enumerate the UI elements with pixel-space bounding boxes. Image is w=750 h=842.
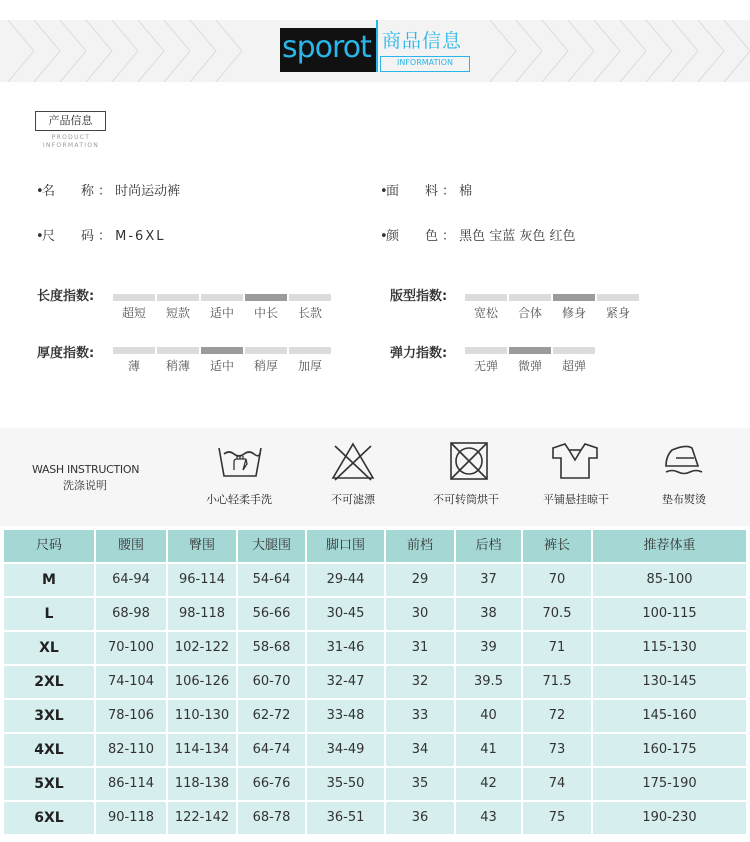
- banner: [0, 20, 750, 82]
- line-dry-icon: [551, 440, 599, 482]
- bullet: •: [36, 229, 44, 244]
- table-cell: 86-114: [96, 768, 166, 800]
- scale-segment-fit-0: [465, 294, 507, 301]
- attr-name-key: 名 称: [42, 184, 95, 199]
- table-cell: 90-118: [96, 802, 166, 834]
- table-cell: 32-47: [307, 666, 384, 698]
- attr-color: [380, 228, 576, 246]
- banner-title-en: INFORMATION: [396, 58, 454, 67]
- table-header-cell: 尺码: [4, 530, 94, 562]
- wash-label-line-dry: 平铺悬挂晾干: [543, 493, 609, 506]
- attr-size: [36, 228, 165, 246]
- table-cell: XL: [4, 632, 94, 664]
- table-row: [4, 632, 748, 664]
- table-cell: 37: [456, 564, 521, 596]
- table-cell: L: [4, 598, 94, 630]
- table-cell: M: [4, 564, 94, 596]
- table-cell: 33: [386, 700, 454, 732]
- product-info-heading-en: [34, 134, 108, 150]
- table-cell: 74-104: [96, 666, 166, 698]
- product-info-heading-en-line1: PRODUCT: [51, 134, 91, 141]
- table-cell: 32: [386, 666, 454, 698]
- table-header-cell: 大腿围: [238, 530, 305, 562]
- table-row: [4, 734, 748, 766]
- thickness-index-label: 厚度指数:: [37, 346, 95, 361]
- table-cell: 38: [456, 598, 521, 630]
- scale-option-thickness-1: 稍薄: [165, 359, 190, 373]
- table-header-cell: 臀围: [168, 530, 236, 562]
- scale-option-thickness-3: 稍厚: [253, 359, 278, 373]
- scale-option-fit-2: 修身: [561, 306, 586, 320]
- table-row: [4, 666, 748, 698]
- scale-option-length-1: 短款: [165, 306, 190, 320]
- attr-name-value: 时尚运动裤: [115, 184, 181, 199]
- table-cell: 75: [523, 802, 591, 834]
- table-cell: 78-106: [96, 700, 166, 732]
- table-row: [4, 802, 748, 834]
- scale-option-fit-0: 宽松: [473, 306, 498, 320]
- scale-segment-fit-3: [597, 294, 639, 301]
- table-row: [4, 700, 748, 732]
- table-cell: 4XL: [4, 734, 94, 766]
- scale-option-elasticity-2: 超弹: [561, 359, 586, 373]
- table-cell: 115-130: [593, 632, 746, 664]
- scale-option-thickness-4: 加厚: [297, 359, 322, 373]
- table-cell: 130-145: [593, 666, 746, 698]
- hand-wash-icon: [216, 440, 264, 482]
- table-cell: 3XL: [4, 700, 94, 732]
- table-cell: 98-118: [168, 598, 236, 630]
- table-cell: 42: [456, 768, 521, 800]
- wash-label-hand-wash: 小心轻柔手洗: [206, 493, 272, 506]
- table-row: [4, 564, 748, 596]
- table-cell: 36: [386, 802, 454, 834]
- scale-segment-length-0: [113, 294, 155, 301]
- table-cell: 29: [386, 564, 454, 596]
- wash-title-en: WASH INSTRUCTION: [32, 463, 140, 476]
- table-cell: 70.5: [523, 598, 591, 630]
- length-index-scale: [113, 294, 333, 326]
- scale-segment-elasticity-2: [553, 347, 595, 354]
- table-header-row: [4, 530, 748, 562]
- scale-segment-fit-2: [553, 294, 595, 301]
- scale-segment-thickness-2: [201, 347, 243, 354]
- product-info-heading: 产品信息: [35, 111, 106, 131]
- table-header-cell: 后档: [456, 530, 521, 562]
- table-cell: 36-51: [307, 802, 384, 834]
- scale-option-thickness-2: 适中: [209, 359, 234, 373]
- length-index-label: 长度指数:: [37, 289, 95, 304]
- wash-label-no-tumble-dry: 不可转筒烘干: [433, 493, 499, 506]
- table-row: [4, 598, 748, 630]
- table-cell: 54-64: [238, 564, 305, 596]
- scale-segment-length-1: [157, 294, 199, 301]
- table-cell: 40: [456, 700, 521, 732]
- table-header-cell: 腰围: [96, 530, 166, 562]
- fit-index-label: 版型指数:: [390, 289, 448, 304]
- table-cell: 2XL: [4, 666, 94, 698]
- separator: ：: [98, 229, 116, 244]
- table-cell: 64-74: [238, 734, 305, 766]
- table-cell: 71.5: [523, 666, 591, 698]
- table-cell: 43: [456, 802, 521, 834]
- brand-logo: sporot: [282, 30, 371, 65]
- scale-segment-thickness-1: [157, 347, 199, 354]
- table-cell: 72: [523, 700, 591, 732]
- table-cell: 68-98: [96, 598, 166, 630]
- table-cell: 34: [386, 734, 454, 766]
- table-cell: 102-122: [168, 632, 236, 664]
- table-cell: 31: [386, 632, 454, 664]
- scale-option-elasticity-1: 微弹: [517, 359, 542, 373]
- table-cell: 29-44: [307, 564, 384, 596]
- table-cell: 145-160: [593, 700, 746, 732]
- scale-option-length-4: 长款: [297, 306, 322, 320]
- table-cell: 31-46: [307, 632, 384, 664]
- table-cell: 85-100: [593, 564, 746, 596]
- scale-segment-length-2: [201, 294, 243, 301]
- table-row: [4, 768, 748, 800]
- scale-option-length-3: 中长: [253, 306, 278, 320]
- scale-segment-thickness-0: [113, 347, 155, 354]
- separator: ：: [442, 229, 460, 244]
- product-info-heading-en-line2: INFORMATION: [42, 142, 100, 149]
- elasticity-index-scale: [465, 347, 596, 379]
- scale-option-fit-3: 紧身: [605, 306, 630, 320]
- separator: ：: [442, 184, 460, 199]
- fit-index-scale: [465, 294, 639, 326]
- table-cell: 33-48: [307, 700, 384, 732]
- table-cell: 39: [456, 632, 521, 664]
- table-cell: 35: [386, 768, 454, 800]
- table-cell: 96-114: [168, 564, 236, 596]
- table-cell: 62-72: [238, 700, 305, 732]
- scale-option-fit-1: 合体: [517, 306, 542, 320]
- table-header-cell: 推荐体重: [593, 530, 746, 562]
- scale-segment-length-3: [245, 294, 287, 301]
- table-cell: 34-49: [307, 734, 384, 766]
- table-cell: 73: [523, 734, 591, 766]
- table-header-cell: 脚口围: [307, 530, 384, 562]
- table-header-cell: 裤长: [523, 530, 591, 562]
- table-cell: 35-50: [307, 768, 384, 800]
- table-cell: 110-130: [168, 700, 236, 732]
- thickness-index-scale: [113, 347, 333, 379]
- bullet: •: [380, 184, 388, 199]
- table-header-cell: 前档: [386, 530, 454, 562]
- table-cell: 5XL: [4, 768, 94, 800]
- scale-option-length-2: 适中: [209, 306, 234, 320]
- table-cell: 56-66: [238, 598, 305, 630]
- attr-material-key: 面 料: [386, 184, 439, 199]
- table-cell: 70: [523, 564, 591, 596]
- banner-title-cn: 商品信息: [382, 30, 463, 52]
- table-cell: 74: [523, 768, 591, 800]
- table-cell: 41: [456, 734, 521, 766]
- table-cell: 39.5: [456, 666, 521, 698]
- scale-segment-thickness-3: [245, 347, 287, 354]
- elasticity-index-label: 弹力指数:: [390, 346, 448, 361]
- attr-size-value: M-6XL: [115, 229, 166, 244]
- bullet: •: [36, 184, 44, 199]
- table-cell: 160-175: [593, 734, 746, 766]
- table-cell: 190-230: [593, 802, 746, 834]
- attr-color-key: 颜 色: [386, 229, 439, 244]
- table-cell: 122-142: [168, 802, 236, 834]
- scale-segment-elasticity-1: [509, 347, 551, 354]
- table-cell: 66-76: [238, 768, 305, 800]
- attr-size-key: 尺 码: [42, 229, 95, 244]
- table-cell: 68-78: [238, 802, 305, 834]
- scale-segment-fit-1: [509, 294, 551, 301]
- scale-segment-length-4: [289, 294, 331, 301]
- scale-segment-thickness-4: [289, 347, 331, 354]
- no-tumble-dry-icon: [445, 440, 493, 482]
- attr-material-value: 棉: [459, 184, 473, 199]
- table-cell: 30-45: [307, 598, 384, 630]
- table-cell: 175-190: [593, 768, 746, 800]
- bullet: •: [380, 229, 388, 244]
- table-cell: 60-70: [238, 666, 305, 698]
- table-cell: 58-68: [238, 632, 305, 664]
- table-cell: 6XL: [4, 802, 94, 834]
- separator: ：: [98, 184, 116, 199]
- scale-option-length-0: 超短: [121, 306, 146, 320]
- wash-label-iron: 垫布熨烫: [662, 493, 706, 506]
- table-cell: 71: [523, 632, 591, 664]
- attr-color-value: 黑色 宝蓝 灰色 红色: [459, 229, 576, 244]
- logo-divider: [376, 20, 378, 72]
- table-cell: 70-100: [96, 632, 166, 664]
- iron-with-cloth-icon: [662, 440, 710, 482]
- table-cell: 114-134: [168, 734, 236, 766]
- table-cell: 118-138: [168, 768, 236, 800]
- table-cell: 30: [386, 598, 454, 630]
- wash-label-no-bleach: 不可滤漂: [331, 493, 375, 506]
- scale-segment-elasticity-0: [465, 347, 507, 354]
- table-cell: 64-94: [96, 564, 166, 596]
- scale-option-elasticity-0: 无弹: [473, 359, 498, 373]
- attr-material: [380, 183, 472, 201]
- table-cell: 82-110: [96, 734, 166, 766]
- table-cell: 106-126: [168, 666, 236, 698]
- table-cell: 100-115: [593, 598, 746, 630]
- attr-name: [36, 183, 180, 201]
- no-bleach-icon: [329, 440, 377, 482]
- scale-option-thickness-0: 薄: [127, 359, 140, 373]
- wash-title-cn: 洗涤说明: [63, 479, 107, 492]
